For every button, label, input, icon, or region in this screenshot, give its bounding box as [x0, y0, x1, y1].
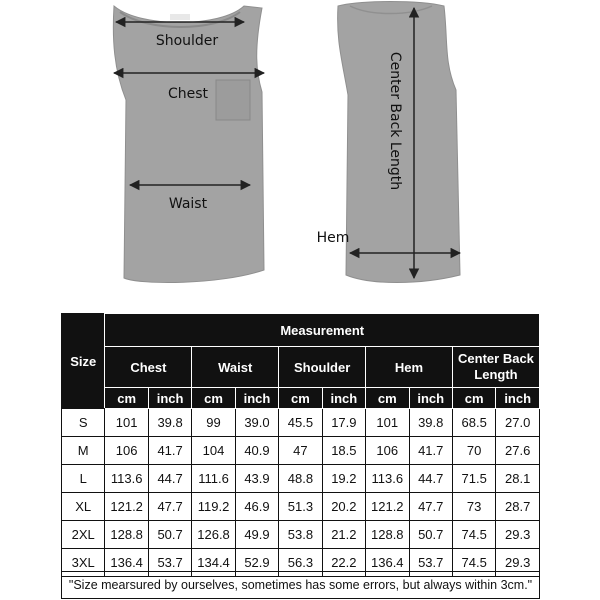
table-cell: 29.3	[496, 521, 540, 549]
shoulder-label: Shoulder	[155, 33, 219, 49]
table-cell: 113.6	[105, 465, 148, 493]
size-cell: L	[62, 465, 105, 493]
group-header-center-back-length: Center Back Length	[452, 347, 539, 388]
table-cell: 101	[105, 409, 148, 437]
table-cell: 27.0	[496, 409, 540, 437]
table-cell: 19.2	[322, 465, 365, 493]
table-cell: 119.2	[192, 493, 235, 521]
unit-inch: inch	[322, 388, 365, 409]
table-cell: 27.6	[496, 437, 540, 465]
table-cell: 104	[192, 437, 235, 465]
center-back-length-label: Center Back Length	[387, 51, 403, 191]
size-cell: M	[62, 437, 105, 465]
measurement-header: Measurement	[105, 314, 540, 347]
hem-label: Hem	[316, 230, 350, 246]
table-cell: 121.2	[366, 493, 409, 521]
group-header-hem: Hem	[366, 347, 453, 388]
unit-inch: inch	[148, 388, 191, 409]
table-cell: 41.7	[148, 437, 191, 465]
table-cell: 47	[279, 437, 322, 465]
table-cell: 51.3	[279, 493, 322, 521]
unit-inch: inch	[496, 388, 540, 409]
table-cell: 39.8	[409, 409, 452, 437]
table-cell: 99	[192, 409, 235, 437]
table-cell: 41.7	[409, 437, 452, 465]
table-cell: 49.9	[235, 521, 278, 549]
size-cell: XL	[62, 493, 105, 521]
table-row	[62, 437, 540, 465]
table-cell: 121.2	[105, 493, 148, 521]
table-cell: 20.2	[322, 493, 365, 521]
table-cell: 47.7	[409, 493, 452, 521]
waist-label: Waist	[168, 196, 208, 212]
table-cell: 47.7	[148, 493, 191, 521]
table-cell: 56.3	[279, 549, 322, 577]
table-cell: 128.8	[366, 521, 409, 549]
table-cell: 50.7	[148, 521, 191, 549]
table-cell: 39.8	[148, 409, 191, 437]
table-cell: 71.5	[452, 465, 495, 493]
table-cell: 22.2	[322, 549, 365, 577]
group-header-chest: Chest	[105, 347, 192, 388]
table-cell: 70	[452, 437, 495, 465]
table-cell: 52.9	[235, 549, 278, 577]
table-cell: 74.5	[452, 521, 495, 549]
table-cell: 68.5	[452, 409, 495, 437]
table-cell: 48.8	[279, 465, 322, 493]
table-cell: 74.5	[452, 549, 495, 577]
table-cell: 101	[366, 409, 409, 437]
table-cell: 53.8	[279, 521, 322, 549]
table-row	[62, 493, 540, 521]
group-header-waist: Waist	[192, 347, 279, 388]
unit-cm: cm	[105, 388, 148, 409]
table-row	[62, 521, 540, 549]
table-cell: 43.9	[235, 465, 278, 493]
table-cell: 106	[366, 437, 409, 465]
table-cell: 50.7	[409, 521, 452, 549]
size-chart-table	[61, 313, 540, 577]
table-cell: 113.6	[366, 465, 409, 493]
table-cell: 53.7	[409, 549, 452, 577]
table-row	[62, 409, 540, 437]
measurement-note: "Size mearsured by ourselves, sometimes has some errors, but always within 3cm."	[61, 571, 540, 599]
unit-inch: inch	[235, 388, 278, 409]
unit-cm: cm	[366, 388, 409, 409]
unit-inch: inch	[409, 388, 452, 409]
table-cell: 28.1	[496, 465, 540, 493]
size-cell: S	[62, 409, 105, 437]
unit-cm: cm	[279, 388, 322, 409]
chest-pocket	[216, 80, 250, 120]
size-cell: 3XL	[62, 549, 105, 577]
table-cell: 106	[105, 437, 148, 465]
table-cell: 21.2	[322, 521, 365, 549]
chest-label: Chest	[167, 86, 209, 102]
table-cell: 39.0	[235, 409, 278, 437]
unit-cm: cm	[192, 388, 235, 409]
size-cell: 2XL	[62, 521, 105, 549]
table-cell: 17.9	[322, 409, 365, 437]
table-row	[62, 465, 540, 493]
size-header: Size	[62, 314, 105, 409]
table-cell: 73	[452, 493, 495, 521]
table-cell: 44.7	[148, 465, 191, 493]
table-cell: 126.8	[192, 521, 235, 549]
table-cell: 136.4	[105, 549, 148, 577]
neck-label	[170, 14, 190, 20]
table-cell: 28.7	[496, 493, 540, 521]
table-cell: 136.4	[366, 549, 409, 577]
table-cell: 46.9	[235, 493, 278, 521]
table-cell: 111.6	[192, 465, 235, 493]
unit-row	[62, 388, 540, 409]
group-header-shoulder: Shoulder	[279, 347, 366, 388]
table-cell: 45.5	[279, 409, 322, 437]
table-cell: 44.7	[409, 465, 452, 493]
table-cell: 40.9	[235, 437, 278, 465]
unit-cm: cm	[452, 388, 495, 409]
table-cell: 29.3	[496, 549, 540, 577]
table-cell: 18.5	[322, 437, 365, 465]
size-rows	[62, 409, 540, 577]
table-cell: 134.4	[192, 549, 235, 577]
table-cell: 53.7	[148, 549, 191, 577]
table-cell: 128.8	[105, 521, 148, 549]
